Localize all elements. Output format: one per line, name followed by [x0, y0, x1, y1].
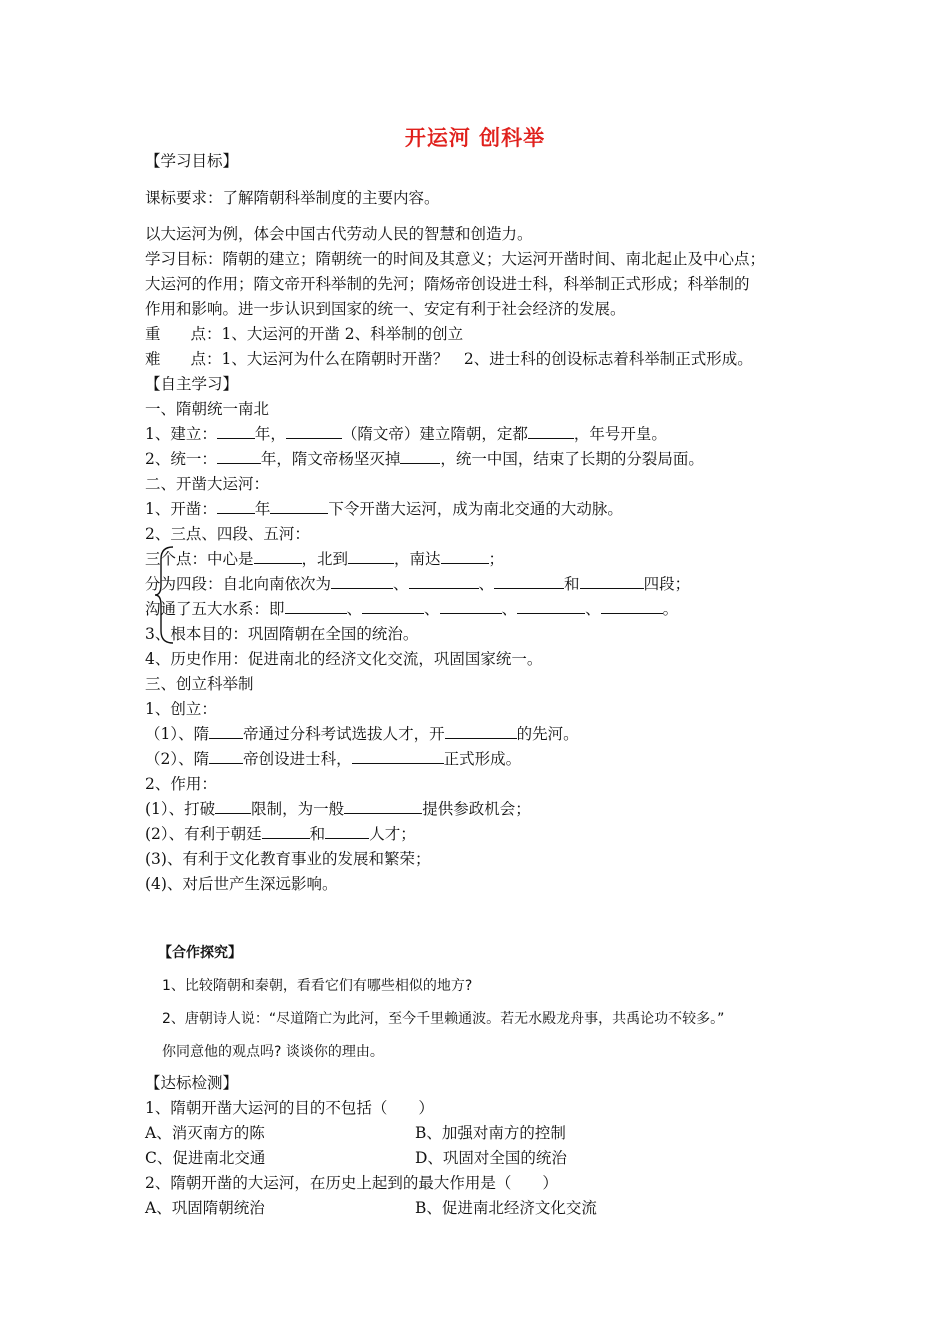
fill-blank[interactable]: [348, 549, 394, 564]
item-text: （2）、隋: [145, 750, 210, 768]
item-text: 帝通过分科考试选拔人才，开: [243, 725, 445, 743]
item-text: 、: [501, 600, 518, 618]
test-heading: 【达标检测】: [145, 1074, 239, 1092]
option-b[interactable]: B、促进南北经济文化交流: [415, 1199, 597, 1217]
item-effect-1: [145, 799, 531, 819]
test-question-2: 2、隋朝开凿的大运河，在历史上起到的最大作用是（ ）: [145, 1174, 558, 1192]
fill-blank[interactable]: [528, 424, 574, 439]
page-title: 开运河 创科举: [404, 126, 546, 150]
section-3-title: 三、创立科举制: [145, 675, 254, 693]
item-label: 1、开凿：: [145, 500, 217, 518]
difficult-label: 难: [145, 350, 161, 368]
item-text: 、: [585, 600, 601, 618]
test-q2-options-row-1: [145, 1198, 597, 1218]
item-four-sections: [145, 574, 690, 594]
item-text: ，年号开皇。: [573, 425, 667, 443]
item-effect-2: [145, 824, 416, 844]
item-effects: 2、作用：: [145, 775, 217, 793]
fill-blank[interactable]: [344, 799, 422, 814]
item-text: (2）、有利于朝廷: [145, 825, 262, 843]
item-three-four-five: 2、三点、四段、五河：: [145, 525, 310, 543]
item-text: 年，: [254, 425, 286, 443]
test-q1-options-row-1: [145, 1123, 566, 1143]
option-d[interactable]: D、巩固对全国的统治: [415, 1149, 567, 1167]
fill-blank[interactable]: [580, 574, 644, 589]
curriculum-requirement: 课标要求：了解隋朝科举制度的主要内容。: [145, 189, 440, 207]
item-text: 分为四段：自北向南依次为: [145, 575, 332, 593]
item-establish: [145, 424, 667, 444]
fill-blank[interactable]: [215, 799, 251, 814]
item-text: 人才；: [369, 825, 416, 843]
fill-blank[interactable]: [441, 549, 489, 564]
item-effect-3: (3)、有利于文化教育事业的发展和繁荣；: [145, 850, 431, 868]
fill-blank[interactable]: [331, 574, 393, 589]
fill-blank[interactable]: [517, 599, 585, 614]
item-text: 年，隋文帝杨坚灭掉: [260, 450, 401, 468]
fill-blank[interactable]: [217, 449, 261, 464]
fill-blank[interactable]: [262, 824, 310, 839]
fill-blank[interactable]: [494, 574, 564, 589]
test-q1-options-row-2: [145, 1148, 567, 1168]
fill-blank[interactable]: [440, 599, 502, 614]
item-text: 限制，为一般: [251, 800, 345, 818]
item-label: 1、建立：: [145, 425, 217, 443]
fill-blank[interactable]: [352, 749, 444, 764]
item-unify: [145, 449, 704, 469]
fill-blank[interactable]: [254, 549, 302, 564]
item-text: ，南达: [394, 550, 441, 568]
item-text: 、: [478, 575, 495, 593]
item-text: 年: [254, 500, 271, 518]
difficult-text: 点：1、大运河为什么在隋朝时开凿？ 2、进士科的创设标志着科举制正式形成。: [190, 350, 753, 368]
fill-blank[interactable]: [217, 499, 255, 514]
coop-question-2: 2、唐朝诗人说：“尽道隋亡为此河，至今千里赖通波。若无水殿龙舟事，共禹论功不较多。”: [162, 1011, 725, 1027]
item-text: 提供参政机会；: [422, 800, 531, 818]
objectives-line-3: 作用和影响。进一步认识到国家的统一、安定有利于社会经济的发展。: [145, 300, 626, 318]
fill-blank[interactable]: [445, 724, 517, 739]
fill-blank[interactable]: [400, 449, 440, 464]
fill-blank[interactable]: [362, 599, 424, 614]
item-text: ，北到: [301, 550, 349, 568]
item-text: ；: [488, 550, 505, 568]
item-historical-role: 4、历史作用：促进南北的经济文化交流，巩固国家统一。: [145, 650, 543, 668]
fill-blank[interactable]: [270, 499, 328, 514]
item-dig: [145, 499, 623, 519]
item-three-points: [145, 549, 504, 569]
item-text: 、: [393, 575, 409, 593]
item-text: (1）、打破: [145, 800, 216, 818]
item-text: 的先河。: [516, 725, 579, 743]
fill-blank[interactable]: [209, 724, 243, 739]
self-study-heading: 【自主学习】: [145, 375, 239, 393]
objectives-line-1: 学习目标：隋朝的建立；隋朝统一的时间及其意义；大运河开凿时间、南北起止及中心点；: [145, 250, 766, 268]
option-c[interactable]: C、促进南北交通: [145, 1149, 266, 1167]
key-text: 点：1、大运河的开凿 2、科举制的创立: [190, 325, 464, 343]
goals-heading: 【学习目标】: [145, 152, 239, 170]
coop-heading: 【合作探究】: [158, 945, 242, 961]
item-founding-1: [145, 724, 579, 744]
fill-blank[interactable]: [325, 824, 369, 839]
fill-blank[interactable]: [409, 574, 479, 589]
item-text: 三个点：中心是: [145, 550, 254, 568]
section-1-title: 一、隋朝统一南北: [145, 400, 270, 418]
fill-blank[interactable]: [601, 599, 663, 614]
item-text: 和: [564, 575, 580, 593]
item-text: 、: [346, 600, 363, 618]
item-founding-2: [145, 749, 521, 769]
difficult-points: [145, 349, 753, 369]
item-text: 下令开凿大运河，成为南北交通的大动脉。: [328, 500, 623, 518]
key-label: 重: [145, 325, 161, 343]
item-text: 帝创设进士科，: [243, 750, 352, 768]
fill-blank[interactable]: [286, 424, 342, 439]
item-text: 沟通了五大水系：即: [145, 600, 285, 618]
item-effect-4: (4)、对后世产生深远影响。: [145, 875, 338, 893]
item-purpose: 3、根本目的：巩固隋朝在全国的统治。: [145, 625, 419, 643]
test-question-1: 1、隋朝开凿大运河的目的不包括（ ）: [145, 1099, 434, 1117]
option-a[interactable]: A、巩固隋朝统治: [145, 1199, 265, 1217]
item-text: 、: [424, 600, 440, 618]
option-a[interactable]: A、消灭南方的陈: [145, 1124, 265, 1142]
item-text: ，统一中国，结束了长期的分裂局面。: [440, 450, 704, 468]
fill-blank[interactable]: [285, 599, 347, 614]
item-text: 和: [309, 825, 326, 843]
item-text: 四段；: [643, 575, 691, 593]
item-text: （1）、隋: [145, 725, 210, 743]
item-text: （隋文帝）建立隋朝，定都: [341, 425, 528, 443]
section-2-title: 二、开凿大运河：: [145, 475, 270, 493]
fill-blank[interactable]: [217, 424, 255, 439]
example-text: 以大运河为例，体会中国古代劳动人民的智慧和创造力。: [145, 225, 533, 243]
item-label: 2、统一：: [145, 450, 217, 468]
option-b[interactable]: B、加强对南方的控制: [415, 1124, 566, 1142]
fill-blank[interactable]: [209, 749, 243, 764]
objectives-line-2: 大运河的作用；隋文帝开科举制的先河；隋炀帝创设进士科，科举制正式形成；科举制的: [145, 275, 750, 293]
item-text: 。: [662, 600, 679, 618]
key-points: [145, 324, 463, 344]
coop-question-3: 你同意他的观点吗? 谈谈你的理由。: [162, 1044, 384, 1060]
item-text: 正式形成。: [443, 750, 522, 768]
item-five-rivers: [145, 599, 678, 619]
coop-question-1: 1、比较隋朝和秦朝，看看它们有哪些相似的地方?: [162, 978, 473, 994]
item-founding: 1、创立：: [145, 700, 217, 718]
